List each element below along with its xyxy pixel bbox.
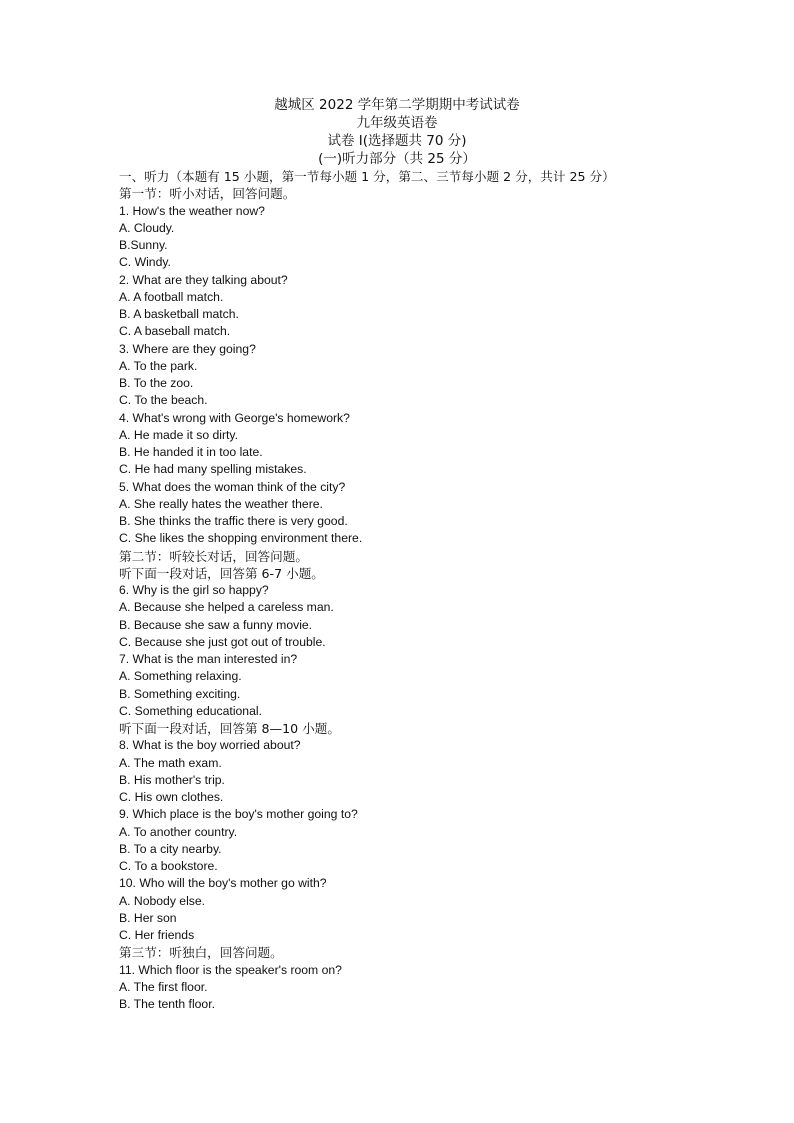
document-header — [0, 96, 794, 168]
option: A. Something relaxing. — [119, 669, 242, 684]
question: 10. Who will the boy's mother go with? — [119, 876, 327, 891]
option: C. Windy. — [119, 255, 171, 270]
part-heading: (一)听力部分（共 25 分） — [318, 151, 476, 167]
question: 7. What is the man interested in? — [119, 652, 298, 666]
exam-title: 越城区 2022 学年第二学期期中考试试卷 — [274, 97, 520, 113]
option: A. He made it so dirty. — [119, 427, 238, 442]
option: A. Because she helped a careless man. — [119, 600, 334, 615]
option: A. To the park. — [119, 358, 198, 373]
option: B. To a city nearby. — [119, 841, 222, 856]
question: 11. Which floor is the speaker's room on? — [119, 962, 342, 977]
option: B. Because she saw a funny movie. — [119, 617, 313, 632]
option: C. A baseball match. — [119, 324, 231, 339]
option: C. Her friends — [119, 928, 195, 942]
option: A. The first floor. — [119, 979, 208, 994]
option: B. Something exciting. — [119, 686, 241, 701]
question-list — [119, 168, 719, 1013]
option: B. He handed it in too late. — [119, 445, 263, 459]
option: C. Because she just got out of trouble. — [119, 634, 326, 649]
question: 5. What does the woman think of the city? — [119, 479, 346, 494]
question: 6. Why is the girl so happy? — [119, 583, 269, 597]
paper-heading: 试卷 I(选择题共 70 分) — [327, 133, 467, 149]
option: C. She likes the shopping environment there. — [119, 531, 363, 546]
question: 3. Where are they going? — [119, 341, 256, 356]
option: B. A basketball match. — [119, 307, 239, 321]
option: B.Sunny. — [119, 238, 168, 252]
section-heading: 第二节：听较长对话，回答问题。 — [119, 548, 308, 564]
option: B. The tenth floor. — [119, 997, 215, 1011]
option: B. His mother's trip. — [119, 772, 225, 787]
dialogue-instruction: 听下面一段对话，回答第 8—10 小题。 — [119, 721, 340, 736]
question: 8. What is the boy worried about? — [119, 738, 301, 753]
option: B. She thinks the traffic there is very good. — [119, 514, 348, 528]
option: B. Her son — [119, 910, 177, 925]
dialogue-instruction: 听下面一段对话，回答第 6-7 小题。 — [119, 565, 324, 581]
option: C. To a bookstore. — [119, 859, 218, 873]
section-heading: 第一节：听小对话，回答问题。 — [119, 186, 296, 202]
section-heading: 第三节：听独白，回答问题。 — [119, 945, 283, 961]
question: 2. What are they talking about? — [119, 272, 288, 287]
option: C. He had many spelling mistakes. — [119, 462, 307, 477]
question: 1. How's the weather now? — [119, 203, 265, 218]
exam-subtitle: 九年级英语卷 — [356, 115, 438, 131]
option: A. Nobody else. — [119, 893, 206, 908]
question: 4. What's wrong with George's homework? — [119, 410, 350, 425]
option: A. Cloudy. — [119, 220, 175, 235]
option: A. A football match. — [119, 289, 224, 304]
option: A. She really hates the weather there. — [119, 496, 323, 511]
option: B. To the zoo. — [119, 376, 194, 390]
option: A. To another country. — [119, 824, 238, 839]
option: A. The math exam. — [119, 755, 222, 770]
option: C. His own clothes. — [119, 790, 224, 804]
option: C. Something educational. — [119, 703, 262, 718]
section-instruction: 一、听力（本题有 15 小题，第一节每小题 1 分，第二、三节每小题 2 分，共计 25 分） — [119, 169, 615, 184]
question: 9. Which place is the boy's mother going to? — [119, 807, 358, 822]
option: C. To the beach. — [119, 393, 208, 408]
